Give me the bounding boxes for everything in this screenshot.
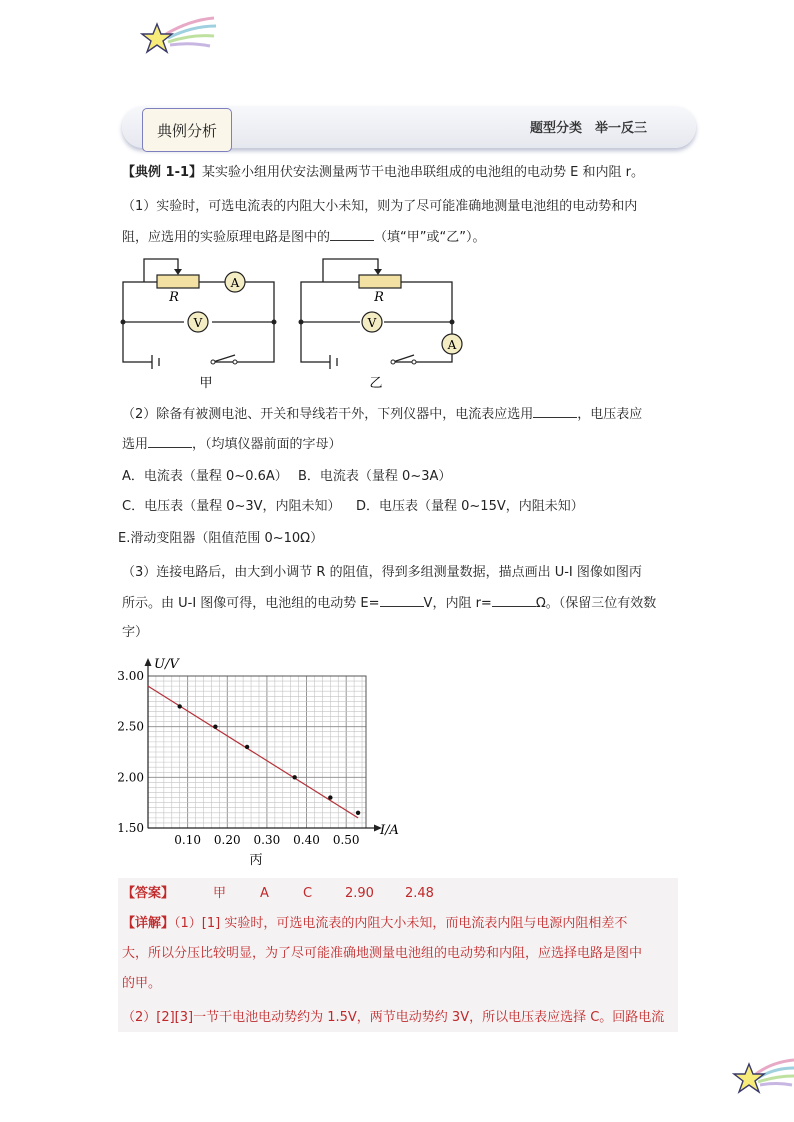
detail-text-1: （1）[1] 实验时，可选电流表的内阻大小未知，而电流表内阻与电源内阻相差不 bbox=[174, 916, 628, 931]
resistor-label-yi: R bbox=[374, 290, 384, 305]
voltmeter-label-jia: V bbox=[193, 316, 203, 330]
answer-value-5: 2.48 bbox=[405, 886, 434, 901]
section-subtitle: 题型分类 举一反三 bbox=[530, 121, 648, 136]
data-point bbox=[292, 775, 296, 779]
answer-value-4: 2.90 bbox=[345, 886, 374, 901]
answer-value-1: 甲 bbox=[213, 886, 227, 901]
part3-line2-b: V，内阻 r= bbox=[423, 596, 492, 611]
detail-label: 【详解】 bbox=[122, 916, 175, 931]
chart-grid bbox=[148, 676, 366, 828]
part1-line2-b: （填“甲”或“乙”）。 bbox=[374, 230, 486, 245]
y-axis-label: U/V bbox=[154, 657, 179, 672]
data-point bbox=[178, 704, 182, 708]
part3-line3: 字） bbox=[122, 625, 149, 640]
circuit-diagrams bbox=[118, 255, 478, 395]
chart-caption: 丙 bbox=[249, 853, 263, 868]
y-axis-arrow bbox=[145, 658, 152, 666]
x-axis-label: I/A bbox=[380, 823, 399, 838]
option-e: E.滑动变阻器（阻值范围 0~10Ω） bbox=[118, 531, 324, 546]
option-b: B．电流表（量程 0~3A） bbox=[298, 469, 452, 484]
answer-label: 【答案】 bbox=[122, 886, 175, 901]
part2-line2-a: 选用 bbox=[122, 437, 149, 452]
ammeter-label-yi: A bbox=[447, 338, 457, 352]
data-point bbox=[328, 795, 332, 799]
detail-line2: 大，所以分压比较明显，为了尽可能准确地测量电池组的电动势和内阻，应选择电路是图中 bbox=[122, 946, 643, 961]
answer-line bbox=[122, 884, 174, 904]
resistor-label-jia: R bbox=[169, 290, 179, 305]
ammeter-label-jia: A bbox=[230, 276, 240, 290]
y-tick-label: 3.00 bbox=[117, 669, 144, 683]
part2-line2-b: ，（均填仪器前面的字母） bbox=[192, 437, 342, 452]
resistor-yi bbox=[359, 275, 401, 288]
x-tick-label: 0.10 bbox=[174, 833, 201, 847]
detail-line4: （2）[2][3]一节干电池电动势约为 1.5V，两节电动势约 3V，所以电压表应选择 C。回路电流 bbox=[122, 1010, 665, 1025]
x-tick-label: 0.30 bbox=[253, 833, 281, 847]
answer-blank bbox=[380, 594, 424, 607]
circuit-caption-jia: 甲 bbox=[199, 376, 213, 391]
answer-value-2: A bbox=[260, 886, 269, 901]
part2-line1-a: （2）除备有被测电池、开关和导线若干外，下列仪器中，电流表应选用 bbox=[122, 407, 534, 422]
data-point bbox=[213, 724, 217, 728]
detail-line3: 的甲。 bbox=[122, 976, 162, 991]
part1-line2 bbox=[122, 228, 485, 248]
part2-line2 bbox=[122, 435, 342, 455]
x-tick-label: 0.40 bbox=[293, 833, 320, 847]
answer-blank bbox=[330, 228, 374, 241]
part2-line1 bbox=[122, 405, 642, 425]
resistor-jia bbox=[157, 275, 199, 288]
data-point bbox=[356, 811, 360, 815]
answer-blank bbox=[533, 405, 577, 418]
x-tick-label: 0.50 bbox=[332, 833, 360, 847]
section-title: 典例分析 bbox=[142, 108, 232, 152]
question-stem: 某实验小组用伏安法测量两节干电池串联组成的电池组的电动势 E 和内阻 r。 bbox=[202, 165, 644, 180]
ui-chart bbox=[112, 652, 412, 872]
question-stem-line bbox=[122, 163, 644, 183]
option-d: D．电压表（量程 0~15V，内阻未知） bbox=[356, 499, 584, 514]
part1-line2-a: 阻，应选用的实验原理电路是图中的 bbox=[122, 230, 331, 245]
part3-line2-a: 所示。由 U-I 图像可得，电池组的电动势 E= bbox=[122, 596, 380, 611]
detail-line1 bbox=[122, 914, 627, 934]
part1-line1: （1）实验时，可选电流表的内阻大小未知，则为了尽可能准确地测量电池组的电动势和内 bbox=[122, 199, 638, 214]
data-point bbox=[245, 745, 249, 749]
voltmeter-label-yi: V bbox=[367, 316, 377, 330]
part3-line2-c: Ω。（保留三位有效数 bbox=[535, 596, 657, 611]
y-tick-label: 2.00 bbox=[117, 770, 144, 785]
star-decoration-bottom bbox=[732, 1054, 794, 1100]
y-tick-label: 1.50 bbox=[117, 821, 144, 835]
answer-blank bbox=[148, 435, 192, 448]
x-tick-label: 0.20 bbox=[213, 833, 241, 847]
circuit-caption-yi: 乙 bbox=[369, 376, 383, 391]
question-tag: 【典例 1-1】 bbox=[122, 165, 203, 180]
star-decoration-top bbox=[140, 14, 220, 60]
part2-line1-b: ，电压表应 bbox=[577, 407, 643, 422]
part3-line2 bbox=[122, 594, 656, 614]
answer-value-3: C bbox=[303, 886, 313, 901]
option-a: A．电流表（量程 0~0.6A） bbox=[122, 469, 288, 484]
answer-blank bbox=[492, 594, 536, 607]
option-c: C．电压表（量程 0~3V，内阻未知） bbox=[122, 499, 341, 514]
y-tick-label: 2.50 bbox=[117, 719, 144, 734]
part3-line1: （3）连接电路后，由大到小调节 R 的阻值，得到多组测量数据，描点画出 U-I 图像如图丙 bbox=[122, 565, 642, 580]
